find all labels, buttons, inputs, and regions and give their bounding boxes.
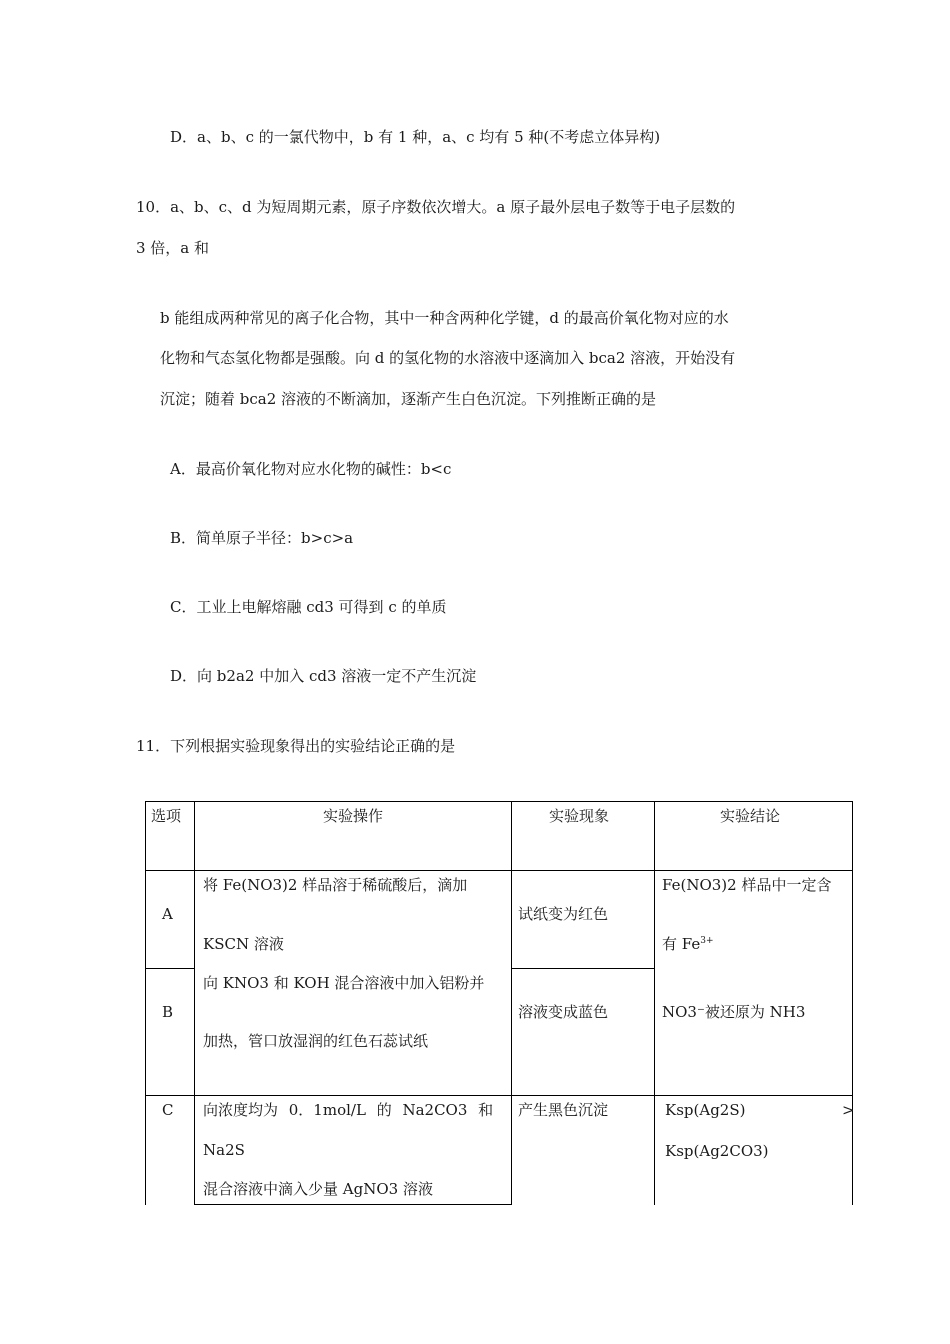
row-a-phenomenon: 试纸变为红色 (518, 905, 609, 923)
row-b-option: B (162, 1003, 174, 1021)
table-divider-col3 (654, 801, 655, 1205)
q10-option-d: D．向 b2a2 中加入 cd3 溶液一定不产生沉淀 (170, 667, 477, 685)
q10-option-c: C．工业上电解熔融 cd3 可得到 c 的单质 (170, 598, 447, 616)
q10-stem-line1: 10．a、b、c、d 为短周期元素，原子序数依次增大。a 原子最外层电子数等于电子层数的 (136, 198, 736, 216)
header-option: 选项 (151, 807, 182, 825)
row-a-conclusion-charge: 3+ (700, 936, 714, 946)
row-c-option: C (162, 1101, 174, 1119)
q10-stem-line2: 3 倍，a 和 (136, 239, 210, 257)
row-c-operation-line2: Na2S (203, 1141, 245, 1159)
row-a-conclusion-line2 (662, 934, 714, 954)
table-divider-col2 (511, 801, 512, 1205)
row-c-conclusion-line2: Ksp(Ag2CO3) (665, 1142, 769, 1160)
row-b-operation-line1: 向 KNO3 和 KOH 混合溶液中加入铝粉并 (203, 974, 485, 992)
row-c-conclusion-line1: Ksp(Ag2S) (665, 1101, 746, 1119)
q10-stem-line3: b 能组成两种常见的离子化合物，其中一种含两种化学键，d 的最高价氧化物对应的水 (160, 309, 729, 327)
row-c-phenomenon: 产生黑色沉淀 (518, 1101, 609, 1119)
row-c-conclusion-symbol: > (842, 1101, 855, 1119)
row-a-conclusion-text: 有 Fe (662, 935, 701, 953)
row-a-operation-line2: KSCN 溶液 (203, 935, 284, 953)
row-c-operation-line1: 向浓度均为 0．1mol/L 的 Na2CO3 和 (203, 1101, 494, 1119)
table-rule-c-op-bottom (194, 1204, 512, 1205)
table-rule-ab-left (145, 968, 195, 969)
row-a-operation-line1: 将 Fe(NO3)2 样品溶于稀硫酸后，滴加 (203, 876, 468, 894)
header-phenomenon: 实验现象 (549, 807, 610, 825)
q11-stem: 11．下列根据实验现象得出的实验结论正确的是 (136, 737, 456, 755)
row-b-phenomenon: 溶液变成蓝色 (518, 1003, 609, 1021)
row-c-operation-line3: 混合溶液中滴入少量 AgNO3 溶液 (203, 1180, 433, 1198)
table-rule-ab-mid (511, 968, 655, 969)
q10-stem-line4: 化物和气态氢化物都是强酸。向 d 的氢化物的水溶液中逐滴加入 bca2 溶液，开始没有 (160, 349, 736, 367)
header-operation: 实验操作 (323, 807, 384, 825)
table-rule-header (145, 870, 853, 871)
q10-option-a: A．最高价氧化物对应水化物的碱性：b<c (170, 460, 452, 478)
row-a-conclusion-line1: Fe(NO3)2 样品中一定含 (662, 876, 832, 894)
header-conclusion: 实验结论 (720, 807, 781, 825)
row-b-conclusion: NO3⁻被还原为 NH3 (662, 1003, 806, 1021)
table-divider-col1 (194, 801, 195, 1205)
q9-option-d: D．a、b、c 的一氯代物中，b 有 1 种，a、c 均有 5 种(不考虑立体异构) (170, 128, 661, 146)
row-b-operation-line2: 加热，管口放湿润的红色石蕊试纸 (203, 1032, 429, 1050)
q10-stem-line5: 沉淀；随着 bca2 溶液的不断滴加，逐渐产生白色沉淀。下列推断正确的是 (160, 390, 657, 408)
table-border-left (145, 801, 146, 1205)
table-border-right (852, 801, 853, 1205)
row-a-option: A (162, 905, 173, 923)
table-rule-bc (145, 1095, 853, 1096)
q10-option-b: B．简单原子半径：b>c>a (170, 529, 354, 547)
table-border-top (145, 801, 853, 802)
